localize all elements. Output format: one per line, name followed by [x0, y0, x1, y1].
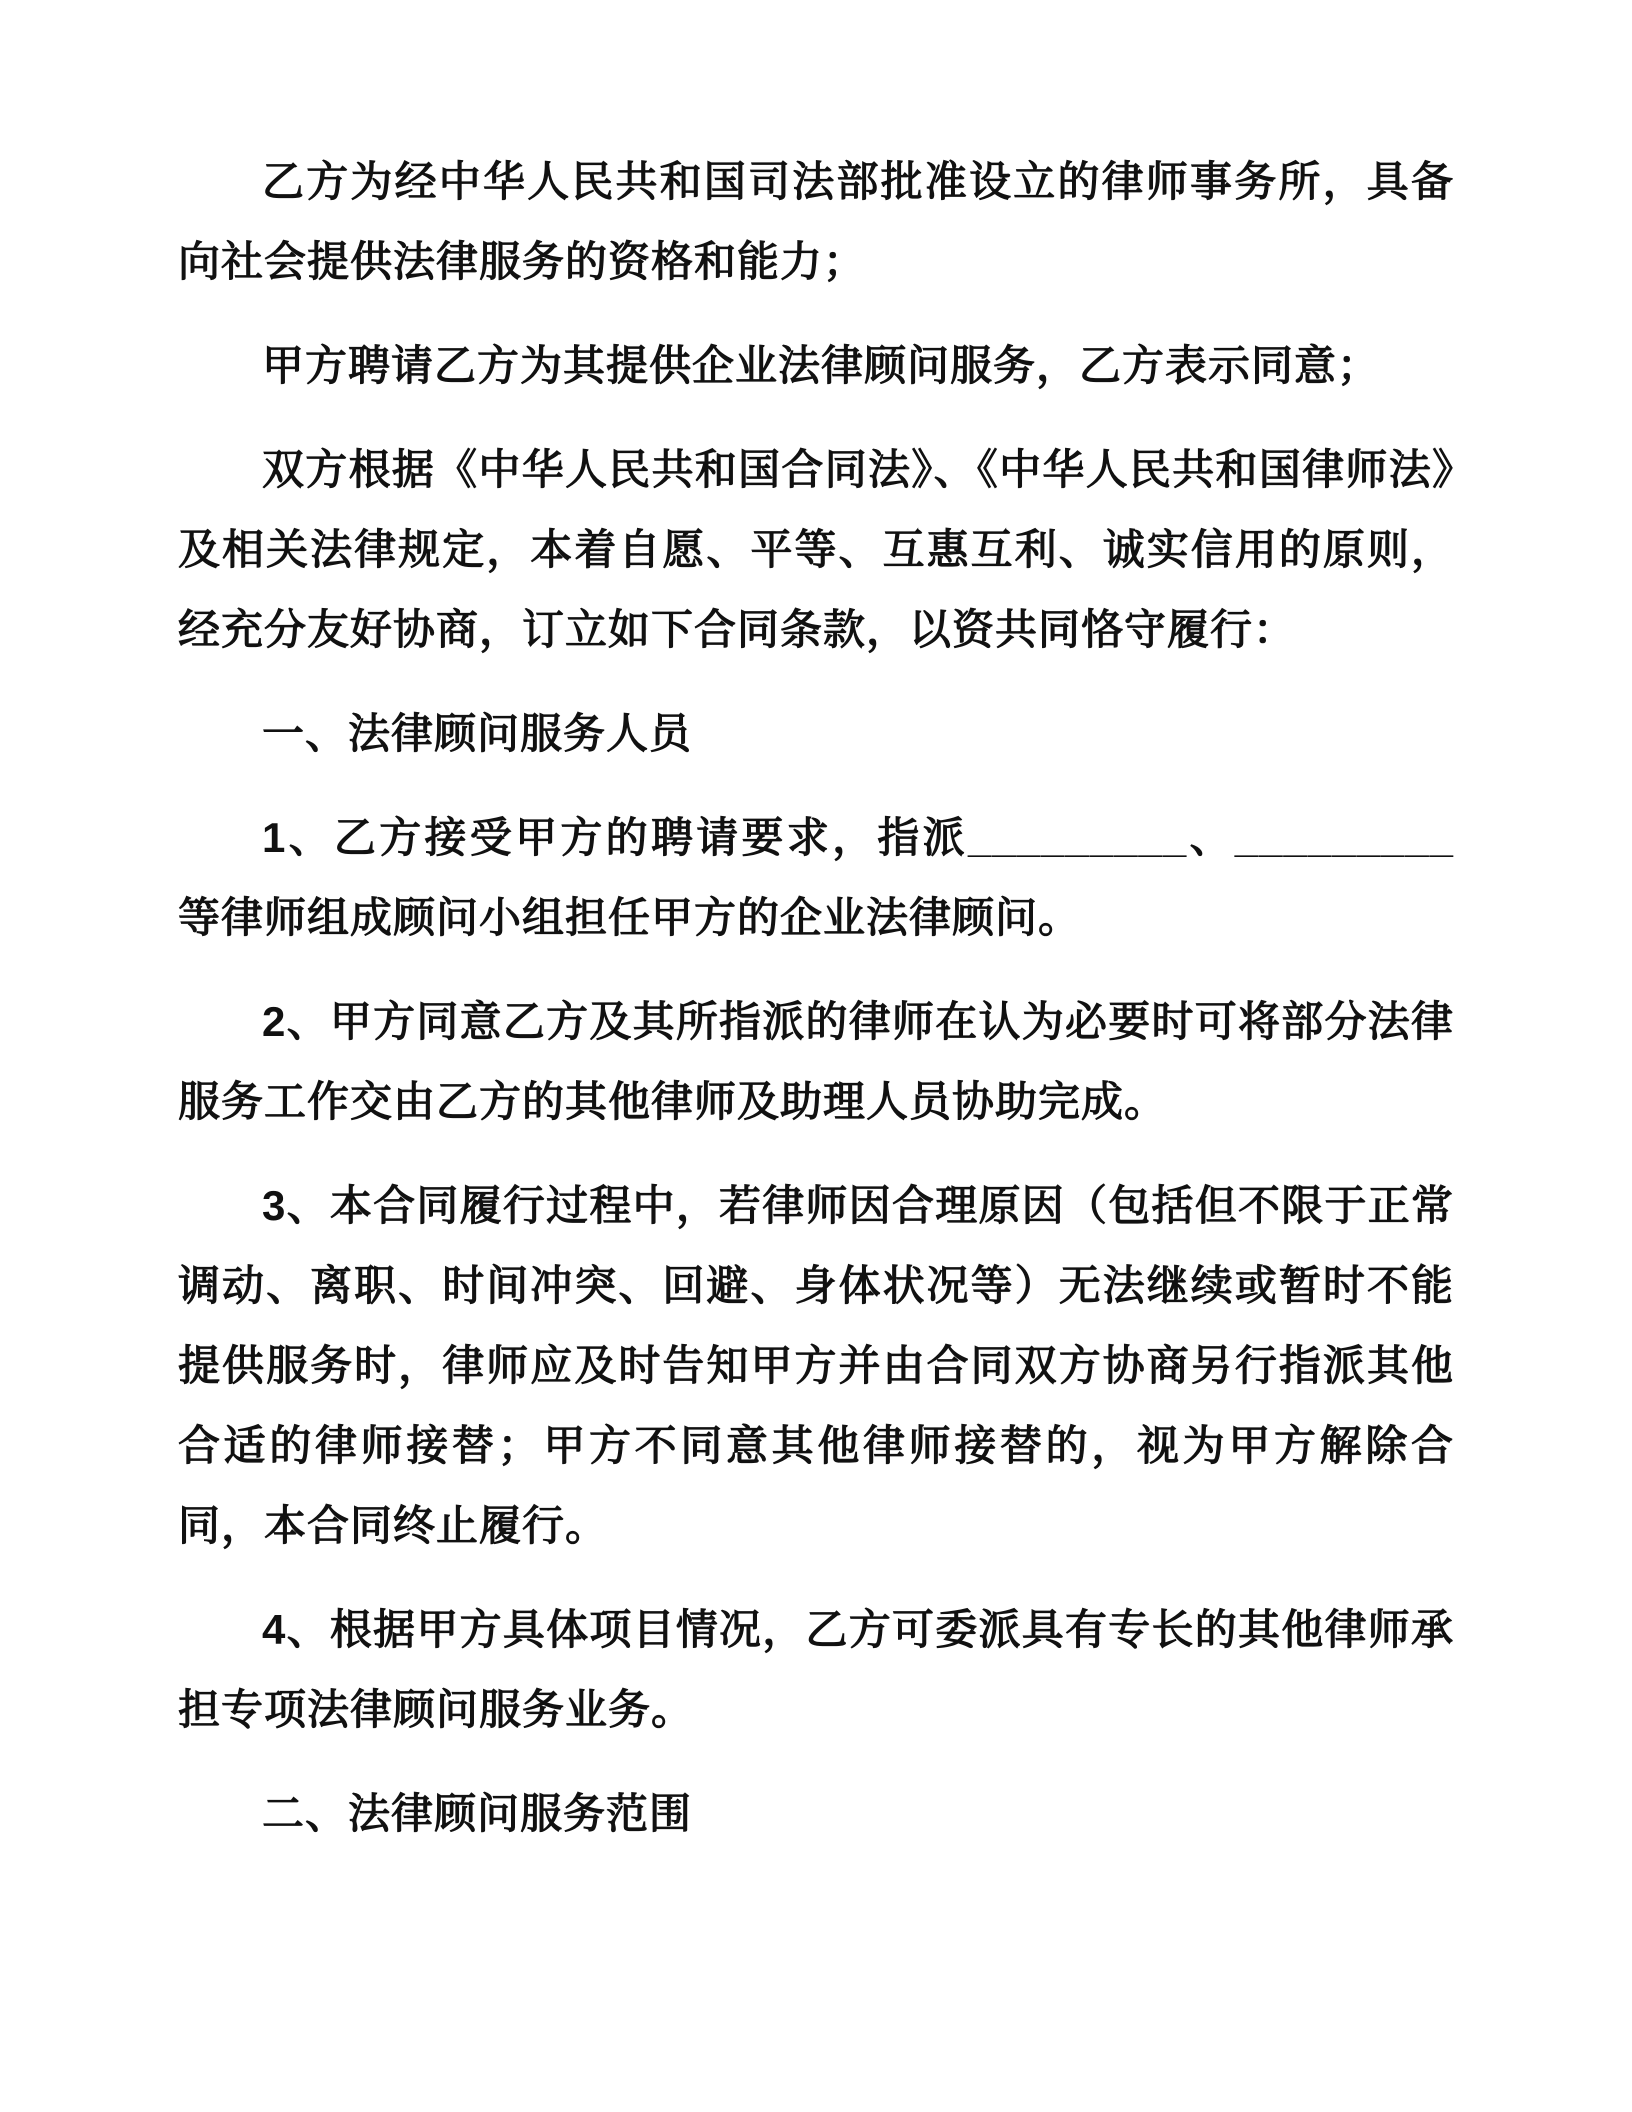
section-heading-service-scope: 二、法律顾问服务范围 — [262, 1790, 693, 1837]
contract-clause-2-assistants: 2、甲方同意乙方及其所指派的律师在认为必要时可将部分法律服务工作交由乙方的其他律师及助理人员协助完成。 — [178, 998, 1454, 1125]
contract-paragraph-engagement: 甲方聘请乙方为其提供企业法律顾问服务，乙方表示同意； — [262, 342, 1381, 389]
contract-clause-1-assigned-lawyers: 1、乙方接受甲方的聘请要求，指派_________、_________等律师组成顾问小组担任甲方的企业法律顾问。 — [178, 814, 1454, 941]
contract-paragraph-legal-basis: 双方根据《中华人民共和国合同法》、《中华人民共和国律师法》及相关法律规定，本着自愿、平等、互惠互利、诚实信用的原则，经充分友好协商，订立如下合同条款，以资共同恪守履行： — [178, 446, 1454, 653]
contract-clause-3-replacement: 3、本合同履行过程中，若律师因合理原因（包括但不限于正常调动、离职、时间冲突、回避、身体状况等）无法继续或暂时不能提供服务时，律师应及时告知甲方并由合同双方协商另行指派其他合适的律师接替；甲方不同意其他律师接替的，视为甲方解除合同，本合同终止履行。 — [178, 1182, 1454, 1549]
section-heading-service-personnel: 一、法律顾问服务人员 — [262, 710, 693, 757]
contract-paragraph-party-b-qualification: 乙方为经中华人民共和国司法部批准设立的律师事务所，具备向社会提供法律服务的资格和能力； — [178, 158, 1454, 285]
contract-clause-4-special-projects: 4、根据甲方具体项目情况，乙方可委派具有专长的其他律师承担专项法律顾问服务业务。 — [178, 1606, 1454, 1733]
